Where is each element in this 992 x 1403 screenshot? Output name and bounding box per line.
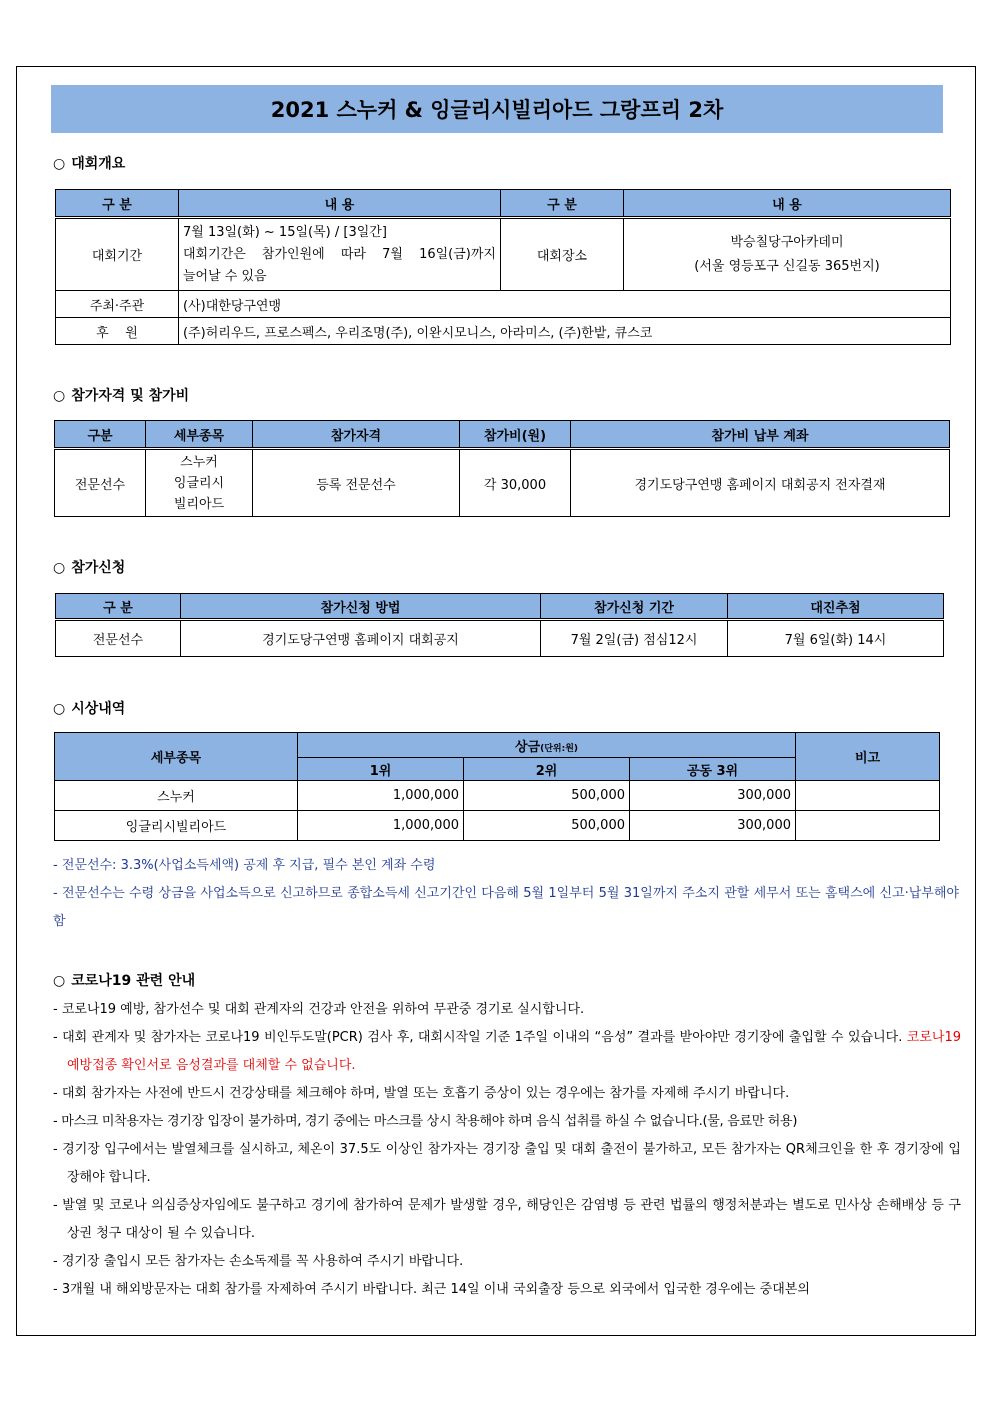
prize-second: 500,000 (464, 781, 630, 811)
sponsor-value: (주)허리우드, 프로스펙스, 우리조명(주), 이완시모니스, 아라미스, (주)한밭, 큐스코 (179, 318, 951, 345)
period-label: 대회기간 (56, 218, 179, 291)
host-label: 주최·주관 (56, 291, 179, 318)
eligibility-qualification: 등록 전문선수 (253, 449, 460, 517)
section-heading-application: ○ 참가신청 (53, 560, 126, 576)
header-qualification: 참가자격 (253, 421, 460, 449)
document-frame (16, 66, 976, 1336)
application-period: 7월 2일(금) 점심12시 (541, 620, 728, 657)
application-header-row (56, 594, 944, 620)
application-row (56, 620, 944, 657)
bullet-circle: ○ (53, 701, 66, 717)
eligibility-table (54, 420, 950, 517)
header-rank-3: 공동 3위 (630, 758, 796, 781)
prize-remark (796, 811, 940, 841)
prize-remark (796, 781, 940, 811)
section-heading-prizes: ○ 시상내역 (53, 701, 126, 717)
host-row (56, 291, 951, 318)
header-remarks: 비고 (796, 733, 940, 781)
prize-event: 잉글리시빌리아드 (55, 811, 298, 841)
section-heading-eligibility: ○ 참가자격 및 참가비 (53, 388, 190, 404)
host-value: (사)대한당구연맹 (179, 291, 951, 318)
list-item: - 3개월 내 해외방문자는 대회 참가를 자제하여 주시기 바랍니다. 최근 14일 이내 국외출장 등으로 외국에서 입국한 경우에는 중대본의 (53, 1282, 810, 1297)
header-category: 구분 (55, 421, 146, 449)
list-item: - 대회 참가자는 사전에 반드시 건강상태를 체크해야 하며, 발열 또는 호흡기 증상이 있는 경우에는 참가를 자제해 주시기 바랍니다. (53, 1086, 790, 1101)
header-payment: 참가비 납부 계좌 (571, 421, 950, 449)
list-item: - 발열 및 코로나 의심증상자임에도 불구하고 경기에 참가하여 문제가 발생할 경우, 해당인은 감염병 등 관련 법률의 행정처분과는 별도로 민사상 손해배상 등 구상권 청구 대상이 될 수 있습니다. (53, 1198, 961, 1241)
list-item: - 경기장 출입시 모든 참가자는 손소독제를 꼭 사용하여 주시기 바랍니다. (53, 1254, 464, 1269)
prizes-header-row (55, 733, 940, 758)
list-item: - 대회 관계자 및 참가자는 코로나19 비인두도말(PCR) 검사 후, 대회시작일 기준 1주일 이내의 “음성” 결과를 받아야만 경기장에 출입할 수 있습니다. 코로나19 예방접종 확인서로 음성결과를 대체할 수 없습니다. (53, 1030, 961, 1073)
prize-first: 1,000,000 (298, 811, 464, 841)
prize-third: 300,000 (630, 781, 796, 811)
header-period: 참가신청 기간 (541, 594, 728, 620)
header-fee: 참가비(원) (460, 421, 571, 449)
table-row (55, 781, 940, 811)
venue-label: 대회장소 (501, 218, 624, 291)
header-content: 내 용 (624, 190, 951, 218)
header-rank-1: 1위 (298, 758, 464, 781)
page-title: 2021 스누커 & 잉글리시빌리아드 그랑프리 2차 (51, 85, 943, 133)
list-item: - 마스크 미착용자는 경기장 입장이 불가하며, 경기 중에는 마스크를 상시 착용해야 하며 음식 섭취를 하실 수 없습니다.(물, 음료만 허용) (53, 1114, 798, 1129)
overview-header-row (56, 190, 951, 218)
prize-third: 300,000 (630, 811, 796, 841)
prize-event: 스누커 (55, 781, 298, 811)
eligibility-header-row (55, 421, 950, 449)
eligibility-fee: 각 30,000 (460, 449, 571, 517)
covid-notice-list (53, 996, 961, 1304)
list-item: - 경기장 입구에서는 발열체크를 실시하고, 체온이 37.5도 이상인 참가자는 경기장 출입 및 대회 출전이 불가하고, 모든 참가자는 QR체크인을 한 후 경기장에 입장해야 합니다. (53, 1142, 961, 1185)
prize-first: 1,000,000 (298, 781, 464, 811)
sponsor-label: 후 원 (56, 318, 179, 345)
period-value: 7월 13일(화) ~ 15일(목) / [3일간] 대회기간은 참가인원에 따라 7월 16일(금)까지 늘어날 수 있음 (179, 218, 501, 291)
tax-note-1: - 전문선수: 3.3%(사업소득세액) 공제 후 지급, 필수 본인 계좌 수령 (53, 858, 436, 873)
header-category: 구 분 (56, 594, 181, 620)
vaccine-warning: 코로나19 예방접종 확인서로 음성결과를 대체할 수 없습니다. (67, 1030, 961, 1073)
unit-label: (단위:원) (540, 743, 579, 754)
application-method: 경기도당구연맹 홈페이지 대회공지 (181, 620, 541, 657)
application-table (55, 593, 944, 657)
bullet-circle: ○ (53, 156, 66, 172)
eligibility-payment: 경기도당구연맹 홈페이지 대회공지 전자결재 (571, 449, 950, 517)
header-method: 참가신청 방법 (181, 594, 541, 620)
tax-note-2: - 전문선수는 수령 상금을 사업소득으로 신고하므로 종합소득세 신고기간인 다음해 5월 1일부터 5월 31일까지 주소지 관할 세무서 또는 홈택스에 신고·납부해야 함 (53, 886, 959, 929)
eligibility-category: 전문선수 (55, 449, 146, 517)
bullet-circle: ○ (53, 560, 66, 576)
application-category: 전문선수 (56, 620, 181, 657)
venue-value: 박승칠당구아카데미 (서울 영등포구 신길동 365번지) (624, 218, 951, 291)
header-rank-2: 2위 (464, 758, 630, 781)
header-content: 내 용 (179, 190, 501, 218)
header-category: 구 분 (501, 190, 624, 218)
application-draw: 7월 6일(화) 14시 (728, 620, 944, 657)
tax-notes (53, 852, 959, 936)
list-item: - 코로나19 예방, 참가선수 및 대회 관계자의 건강과 안전을 위하여 무관중 경기로 실시합니다. (53, 1002, 585, 1017)
prizes-table (54, 732, 940, 841)
prize-second: 500,000 (464, 811, 630, 841)
section-heading-overview: ○ 대회개요 (53, 156, 126, 172)
eligibility-events: 스누커 잉글리시 빌리아드 (146, 449, 253, 517)
header-event: 세부종목 (55, 733, 298, 781)
overview-table (55, 189, 951, 345)
section-heading-covid: ○ 코로나19 관련 안내 (53, 973, 196, 989)
header-prize: 상금(단위:원) (298, 733, 796, 758)
sponsor-row (56, 318, 951, 345)
header-event: 세부종목 (146, 421, 253, 449)
bullet-circle: ○ (53, 388, 66, 404)
table-row (55, 811, 940, 841)
period-row (56, 218, 951, 291)
header-category: 구 분 (56, 190, 179, 218)
eligibility-row (55, 449, 950, 517)
bullet-circle: ○ (53, 973, 66, 989)
header-draw: 대진추첨 (728, 594, 944, 620)
